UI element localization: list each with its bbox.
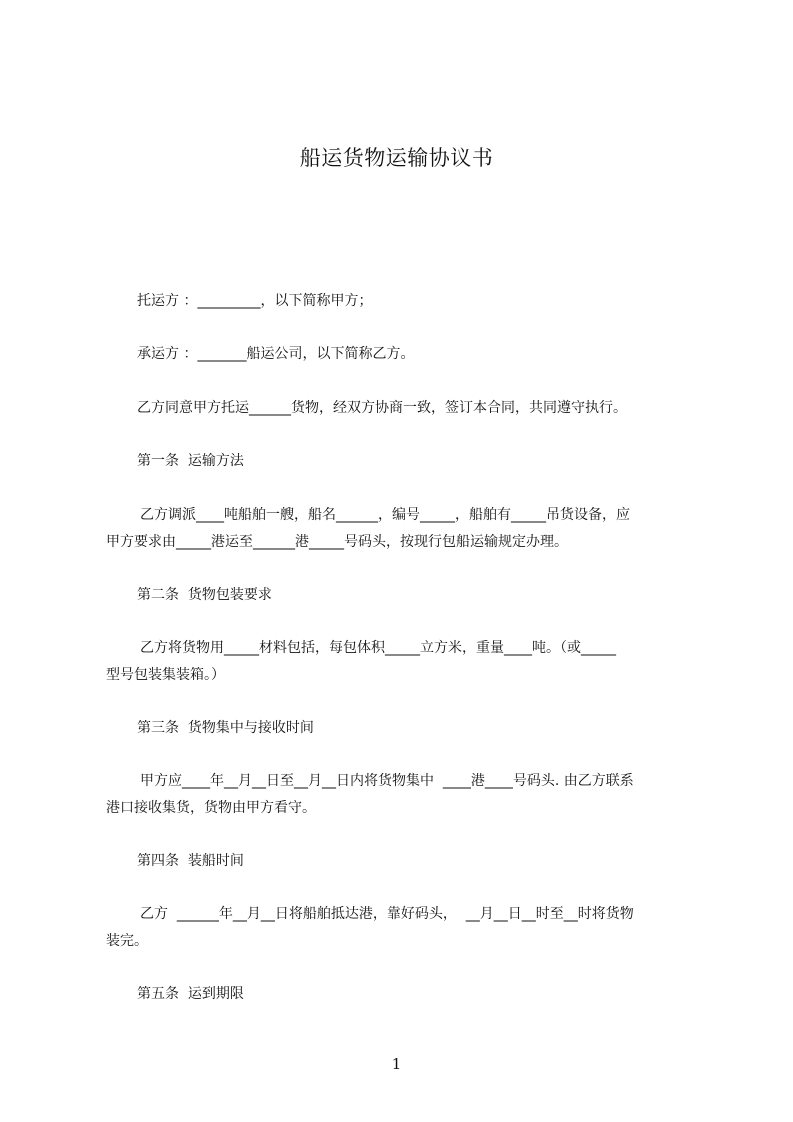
carrier-line: 承运方 ：_______船运公司，以下简称乙方。 xyxy=(137,346,415,362)
article-1-text-line-2: 甲方要求由_____港运至______港_____号码头，按现行包船运输规定办理。 xyxy=(106,534,568,550)
article-5-heading: 第五条 运到期限 xyxy=(137,986,244,1002)
article-2-text-line-2: 型号包装集装箱。） xyxy=(106,667,225,683)
article-2-heading: 第二条 货物包装要求 xyxy=(137,587,272,603)
article-3-heading: 第三条 货物集中与接收时间 xyxy=(137,720,314,736)
article-4-text-line-1: 乙方 ______年__月__日将船舶抵达港，靠好码头， __月__日__时至__时将货物 xyxy=(140,906,634,922)
article-4-text-line-2: 装完。 xyxy=(106,933,148,949)
article-1-heading: 第一条 运输方法 xyxy=(137,453,244,469)
article-4-heading: 第四条 装船时间 xyxy=(137,853,244,869)
article-1-text-line-1: 乙方调派____吨船舶一艘，船名______，编号_____，船舶有_____吊货设备，应 xyxy=(140,507,630,523)
article-3-text-line-2: 港口接收集货，货物由甲方看守。 xyxy=(106,800,316,816)
article-2-text-line-1: 乙方将货物用_____材料包括，每包体积_____立方米，重量____吨。（或_____ xyxy=(140,640,616,656)
agreement-intro: 乙方同意甲方托运______货物，经双方协商一致，签订本合同，共同遵守执行。 xyxy=(137,400,627,416)
page-number: 1 xyxy=(391,1055,402,1073)
article-3-text-line-1: 甲方应____年__月__日至__月__日内将货物集中 ____港____号码头. 由乙方联系 xyxy=(140,773,634,789)
document-title: 船运货物运输协议书 xyxy=(299,146,494,170)
shipper-line: 托运方 ：_________，以下简称甲方； xyxy=(137,293,373,309)
